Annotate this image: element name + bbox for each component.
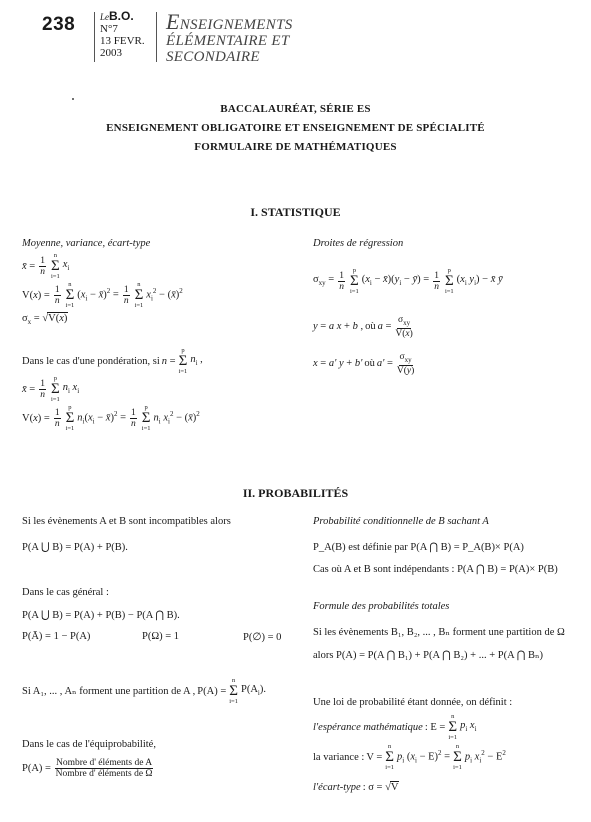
formula-variance-weighted: V(x) = $\frac{1}{n}$ p Σ i=1 $n_i(x_i$ − x̄)$^2$ = $\frac{1}{n}$ p Σ i=1 $n_i$ $x_i^2$ − (x̄)$^2$ [22, 404, 200, 432]
ponderation-text: Dans le cas d'une pondération, si [22, 355, 160, 367]
formula-equiprobabilite: P(A) = $\frac{\text{Nombre d' éléments de A}}{\text{Nombre d' éléments de Ω}}$ [22, 758, 153, 779]
formula-regression-y: y = a x + b , où a = $\frac{\sigma_{xy}}{V(x)}$ [313, 315, 413, 339]
section-probabilites-heading: II. PROBABILITÉS [242, 486, 349, 500]
page-number: 238 [42, 14, 76, 35]
ou-text-1: où [365, 321, 376, 333]
header-divider-2 [156, 12, 157, 62]
equi-numerator: Nombre d' éléments de A [55, 758, 153, 768]
probas-totales-line2: alors P(A) = P(A ⋂ B₁) + P(A ⋂ B₂) + ... + P(A ⋂ Bₙ) [313, 650, 543, 661]
partition-a-line: Si A₁, ... , Aₙ forment une partition de A , P(A) = n Σ i=1 $P(A_i)$. [22, 677, 266, 705]
formula-union-general: P(A ⋃ B) = P(A) + P(B) − P(A ⋂ B). [22, 610, 180, 621]
ou-text-2: où [364, 358, 375, 370]
section-banner [166, 9, 293, 65]
formula-union-simple: P(A ⋃ B) = P(A) + P(B). [22, 542, 128, 553]
header-divider [94, 12, 95, 62]
formula-complement: P(Ā) = 1 − P(A) [22, 631, 91, 642]
section-line-1: NSEIGNEMENTS [179, 17, 293, 33]
incompatibles-text: Si les évènements A et B sont incompatibles alors [22, 516, 231, 527]
formula-covariance: $\sigma_{xy}$ = $\frac{1}{n}$ p Σ i=1 ($x_i$ − $x̄)(y_i$ − ȳ) = $\frac{1}{n}$ p Σ i=1 ($x_i$ $y_i$) − x̄ ȳ [313, 267, 503, 295]
issue-date-day: 13 FEVR. [100, 35, 145, 47]
formula-esperance: l'espérance mathématique : E = n Σ i=1 $p_i$ $x_i$ [313, 713, 477, 741]
issue-date-year: 2003 [100, 47, 122, 59]
conditionnelle-heading: Probabilité conditionnelle de B sachant A [313, 516, 489, 527]
cas-general-text: Dans le cas général : [22, 587, 109, 598]
section-initial: E [166, 9, 180, 34]
section-line-2: ÉLÉMENTAIRE ET [166, 33, 290, 49]
variance-label: la variance : [313, 751, 365, 763]
bulletin-masthead [100, 10, 145, 59]
equi-denominator: Nombre d' éléments de Ω [55, 769, 153, 779]
formula-variance-proba: la variance : V = n Σ i=1 $p_i$ $(x_i - E)^2$ = n Σ i=1 $p_i$ $x_i^2 - E^2$ [313, 743, 506, 771]
title-formulaire: FORMULAIRE DE MATHÉMATIQUES [194, 141, 397, 153]
scan-dot [72, 98, 74, 100]
ponderation-line: Dans le cas d'une pondération, si n = p Σ i=1 $n_i$ , [22, 347, 203, 375]
ecart-type-label: l'écart-type [313, 782, 361, 793]
regression-heading: Droites de régression [313, 238, 404, 249]
title-enseignement: ENSEIGNEMENT OBLIGATOIRE ET ENSEIGNEMENT DE SPÉCIALITÉ [106, 122, 485, 134]
esperance-label: l'espérance mathématique [313, 721, 423, 733]
conditionnelle-definition: P_A(B) est définie par P(A ⋂ B) = P_A(B)× P(A) [313, 542, 524, 553]
formula-mean: x̄ = $\frac{1}{n}$ n Σ i=1 $x_i$ [22, 252, 70, 280]
probas-totales-heading: Formule des probabilités totales [313, 601, 450, 612]
section-statistique-heading: I. STATISTIQUE [250, 205, 341, 219]
section-line-3: SECONDAIRE [166, 49, 260, 65]
equiprobabilite-text: Dans le cas de l'équiprobabilité, [22, 739, 156, 750]
formula-ecart-type: $\sigma_x = √V(x)$ [22, 313, 68, 327]
loi-probabilite-text: Une loi de probabilité étant donnée, on définit : [313, 697, 513, 708]
formula-empty-set: P(∅) = 0 [243, 632, 282, 643]
formula-variance: V(x) = $\frac{1}{n}$ n Σ i=1 ($x_i$ − x̄)$^2$ = $\frac{1}{n}$ n Σ i=1 $x_i^2$ − (x̄)$^2$ [22, 281, 183, 309]
partition-a-text: Si A₁, ... , Aₙ forment une partition de A , [22, 686, 196, 697]
formula-ecart-type-proba: l'écart-type : σ = √V [313, 782, 399, 793]
formula-omega: P(Ω) = 1 [142, 631, 180, 642]
issue-number: N°7 [100, 23, 118, 35]
masthead-le: Le [100, 12, 109, 22]
independance-text: Cas où A et B sont indépendants : P(A ⋂ B) = P(A)× P(B) [313, 564, 558, 575]
probas-totales-line1: Si les évènements B₁, B₂, ... , Bₙ forment une partition de Ω [313, 627, 565, 638]
formula-mean-weighted: x̄ = $\frac{1}{n}$ p Σ i=1 $n_i$ $x_i$ [22, 375, 80, 403]
title-bac: BACCALAURÉAT, SÉRIE ES [220, 103, 371, 115]
formula-regression-x: x = a' y + b' où a' = $\frac{\sigma_{xy}}{V(y)}$ [313, 352, 415, 376]
moyenne-heading: Moyenne, variance, écart-type [22, 238, 151, 249]
masthead-bo: B.O. [109, 9, 134, 23]
